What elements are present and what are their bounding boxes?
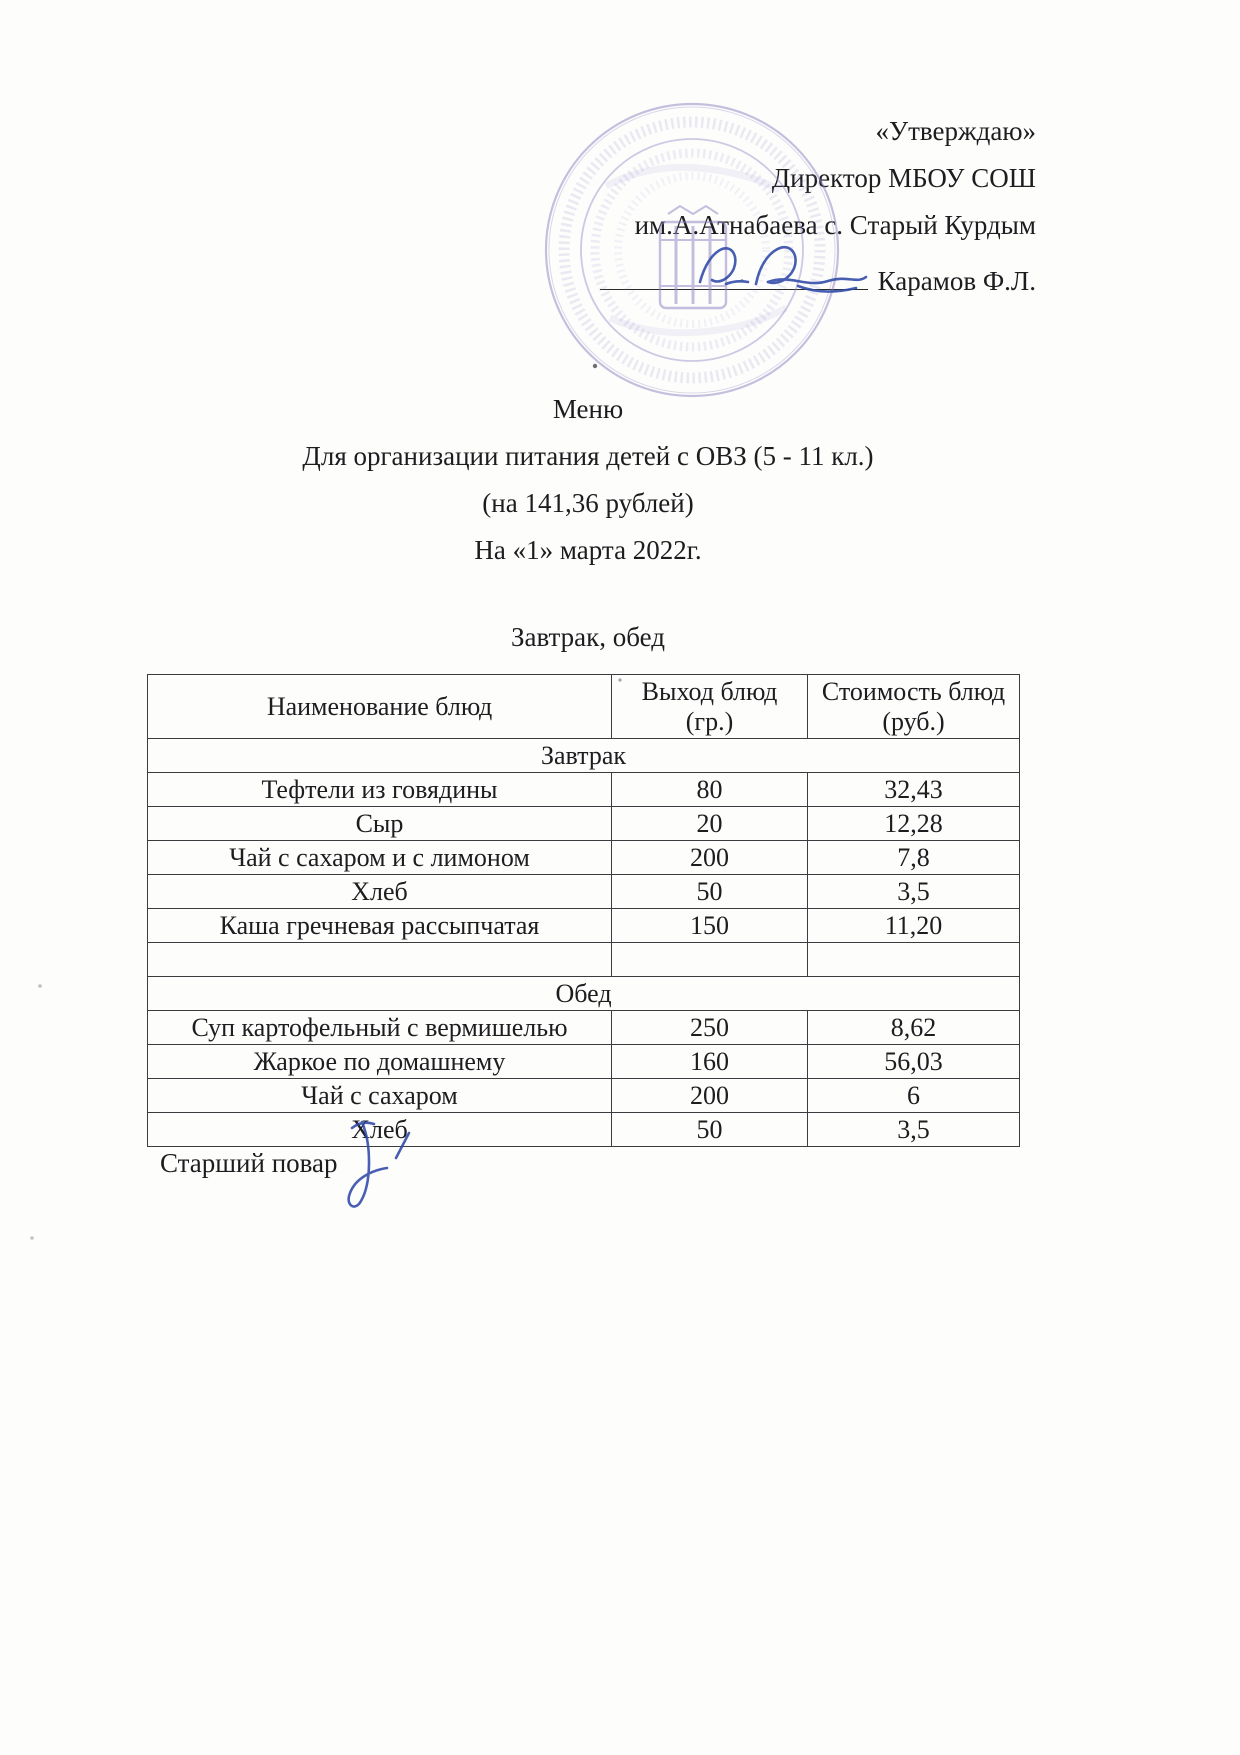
menu-table-header xyxy=(148,675,1020,739)
section-label: Обед xyxy=(148,977,1020,1011)
dish-name-cell: Суп картофельный с вермишелью xyxy=(148,1011,612,1045)
doc-date-line: На «1» марта 2022г. xyxy=(474,535,702,565)
empty-cell xyxy=(808,943,1020,977)
school-name-line: им.А.Атнабаева с. Старый Курдым xyxy=(634,210,1036,240)
section-label: Завтрак xyxy=(148,739,1020,773)
dish-price-cell: 3,5 xyxy=(808,875,1020,909)
menu-item-row xyxy=(148,1079,1020,1113)
director-signature-row xyxy=(600,258,1036,305)
menu-item-row xyxy=(148,1113,1020,1147)
senior-cook-label: Старший повар xyxy=(160,1148,338,1178)
menu-item-row xyxy=(148,875,1020,909)
director-name: Карамов Ф.Л. xyxy=(877,266,1036,296)
doc-price-line: (на 141,36 рублей) xyxy=(482,488,694,518)
dish-name-cell: Хлеб xyxy=(148,1113,612,1147)
dish-weight-cell: 150 xyxy=(612,909,808,943)
dish-name-cell: Тефтели из говядины xyxy=(148,773,612,807)
signature-line xyxy=(600,268,868,290)
header-row xyxy=(148,675,1020,739)
dish-price-cell: 6 xyxy=(808,1079,1020,1113)
dish-weight-cell: 20 xyxy=(612,807,808,841)
menu-item-row xyxy=(148,807,1020,841)
dish-weight-cell: 200 xyxy=(612,1079,808,1113)
dish-name-cell: Сыр xyxy=(148,807,612,841)
approval-block xyxy=(600,108,1036,305)
dish-price-cell: 8,62 xyxy=(808,1011,1020,1045)
dish-name-cell: Каша гречневая рассыпчатая xyxy=(148,909,612,943)
empty-cell xyxy=(612,943,808,977)
dish-name-cell: Чай с сахаром xyxy=(148,1079,612,1113)
dish-name-cell: Хлеб xyxy=(148,875,612,909)
dish-name-cell: Чай с сахаром и с лимоном xyxy=(148,841,612,875)
director-line: Директор МБОУ СОШ xyxy=(771,163,1036,193)
dish-price-cell: 3,5 xyxy=(808,1113,1020,1147)
dish-price-cell: 32,43 xyxy=(808,773,1020,807)
dish-weight-cell: 50 xyxy=(612,875,808,909)
dish-weight-cell: 50 xyxy=(612,1113,808,1147)
dish-name-cell: Жаркое по домашнему xyxy=(148,1045,612,1079)
approval-word: «Утверждаю» xyxy=(875,116,1036,146)
menu-table-body xyxy=(148,739,1020,1147)
col-header-dish: Наименование блюд xyxy=(148,675,612,739)
doc-title: Меню xyxy=(552,394,624,424)
col-header-weight: Выход блюд (гр.) xyxy=(612,675,808,739)
col-header-price: Стоимость блюд (руб.) xyxy=(808,675,1020,739)
dish-weight-cell: 160 xyxy=(612,1045,808,1079)
menu-item-row xyxy=(148,1045,1020,1079)
dish-weight-cell: 80 xyxy=(612,773,808,807)
dish-price-cell: 12,28 xyxy=(808,807,1020,841)
document-title-block xyxy=(58,386,1118,574)
menu-item-row xyxy=(148,1011,1020,1045)
section-row xyxy=(148,977,1020,1011)
dish-weight-cell: 250 xyxy=(612,1011,808,1045)
menu-item-row xyxy=(148,773,1020,807)
menu-item-row xyxy=(148,841,1020,875)
doc-subtitle: Для организации питания детей с ОВЗ (5 - 11 кл.) xyxy=(302,441,874,471)
section-row xyxy=(148,739,1020,773)
table-caption: Завтрак, обед xyxy=(510,622,666,652)
menu-item-row xyxy=(148,909,1020,943)
dish-weight-cell: 200 xyxy=(612,841,808,875)
menu-table xyxy=(147,674,1020,1147)
dish-price-cell: 11,20 xyxy=(808,909,1020,943)
empty-cell xyxy=(148,943,612,977)
dish-price-cell: 7,8 xyxy=(808,841,1020,875)
spacer-row xyxy=(148,943,1020,977)
dish-price-cell: 56,03 xyxy=(808,1045,1020,1079)
